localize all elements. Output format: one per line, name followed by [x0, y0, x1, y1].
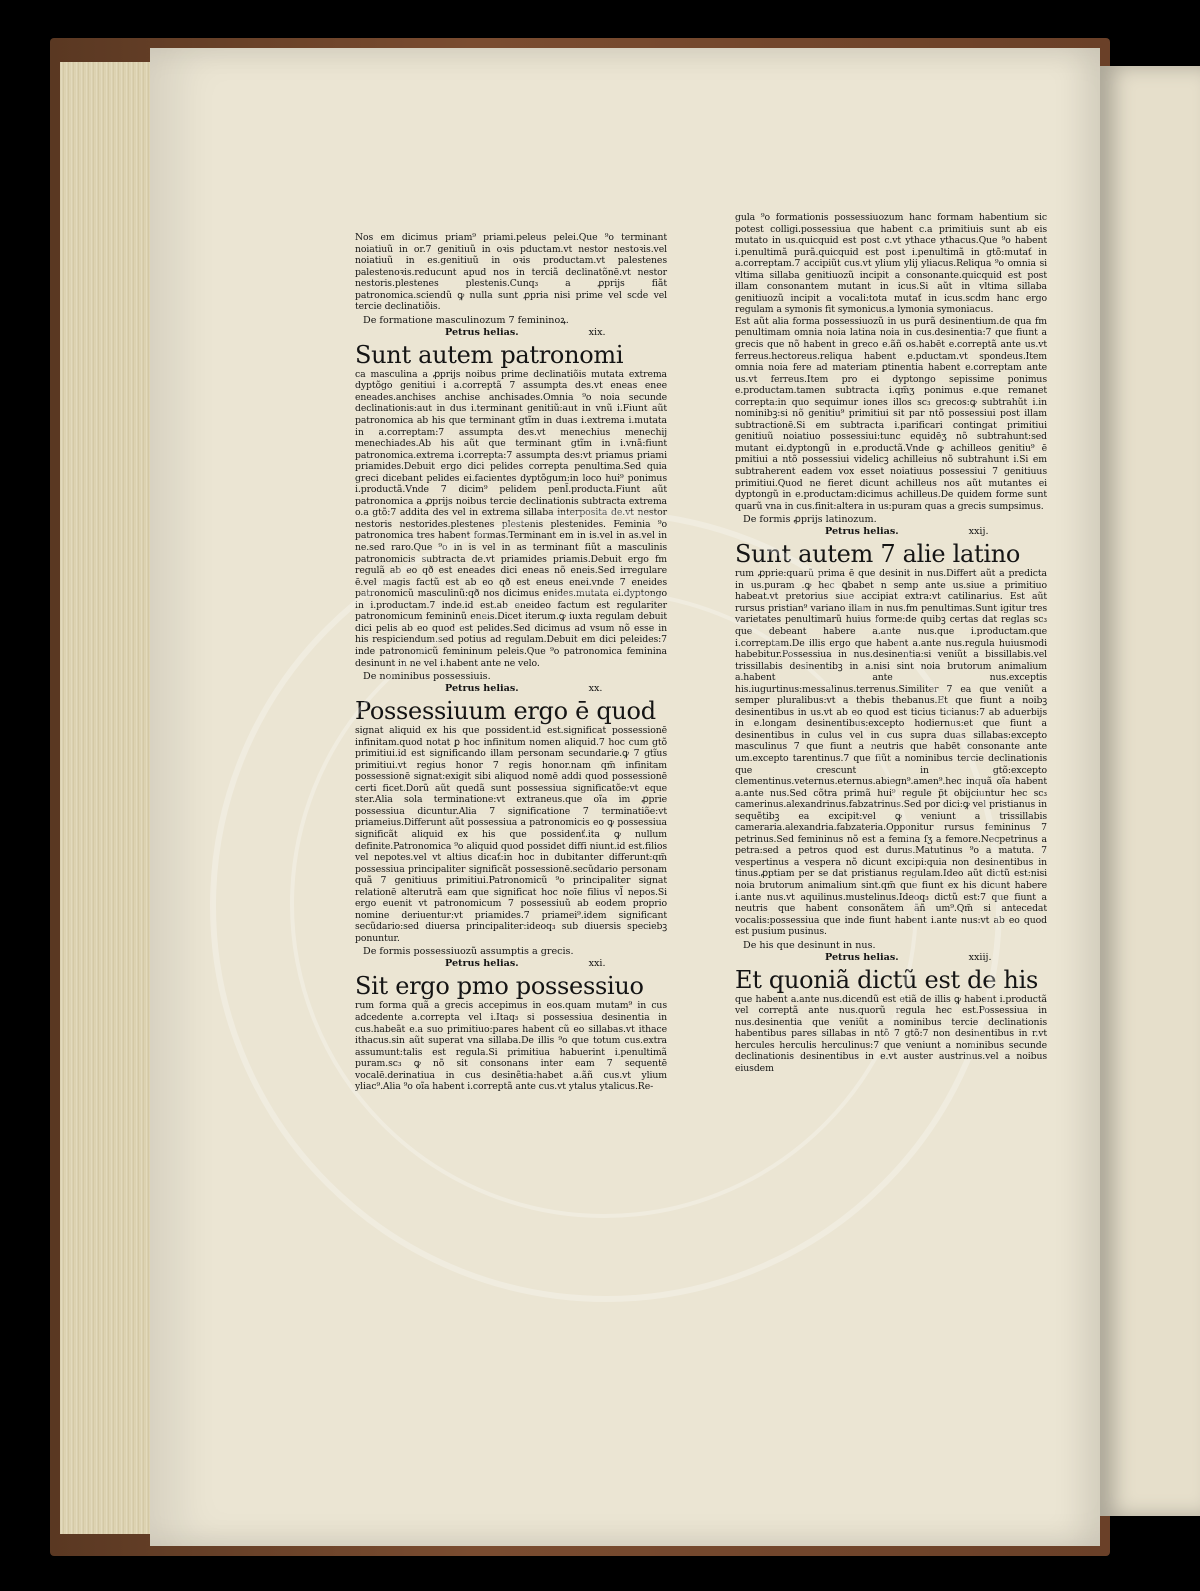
section-initial-line: Sunt autem patronomi [355, 340, 624, 369]
author-name: Petrus helias. [825, 951, 899, 963]
section-text: rum ꝓprie:quarũ prima ē que desinit in nus.Differt aũt a predicta in us.puram .ꝙ hec ꝗbabet n semp ante us.siue a primitiuo habeat.vt pretorius siue accipiat extra:vt catilinarius. Est aũt rursus pristian⁹ variano illam in nus.fm penultimas.Sunt igitur tres varietates penultimarũ huius forme:de quibꝫ certas dat reglas sc₃ que debeant habere a.ante nus.que i.productam.que i.correptam.De illis ergo que habent a.ante nus.regula huiusmodi habebitur.Possessiua in nus.desinentia:si veniũt a bissillabis.vel trissillabis desinentibꝫ in a.nisi sint noia brutorum animalium a.habent ante nus.exceptis his.iugurtinus:messalinus.terrenus.Similiter 7 ea que veniũt a semper pluralibus:vt a thebis thebanus.Et que fiunt a noibꝫ desinentibus in us.vt ab eo quod est ticius ticianus:7 ab aduerbijs in e.longam desinentibus:excepto hodiernus:et que fiunt a desinentibus in culus vel in cus supra duas sillabas:excepto masculinus 7 que fiunt a neutris que habēt consonante ante um.excepto tarentinus.7 que fiũt a nominibus tercie declinationis que crescunt in gtõ:excepto clementinus.veternus.eternus.abiegn⁹.amen⁹.hec inquã oĩa habent a.ante nus.Sed cõtra primã hui⁹ regule p̃t obijciuntur hec sc₃ camerinus.alexandrinus.fabzatrinus.Sed por dici:ꝙ vel pristianus in sequẽtibꝫ ea excipit:vel ꝙ veniunt a trissillabis cameraria.alexandria.fabzateria.Opponitur rursus femininus 7 petrinus.Sed femininus nõ est a femina ſʒ a femore.Necpetrinus a petra:sed a petros quod est durus.Matutinus ⁹o a matuta. 7 vespertinus a vespera nõ dicunt excipi:quia non desinentibus in tinus.ꝓptiam per se dat pristianus regulam.Ideo aũt dictũ est:nisi noia brutorum animalium sint.qm̃ que fiunt ex his dicunt habere i.ante nus.vt aquilinus.mustelinus.Ideoq₃ dictũ est:7 que fiunt a neutris que habent consonãtem ãñ um⁹.Qm̃ si antecedat vocalis:possessiua que inde fiunt habent i.ante nus:vt ab eo quod est pusium pusinus. [735, 568, 1047, 938]
left-intro-text: Nos em dicimus priam⁹ priami.peleus pelei.Que ⁹o terminant noiatiuũ in or.7 genitiuũ in oꝛis pductam.vt nestor nestoꝛis.vel noiatiuũ in es.genitiuũ in oꝛis productam.vt palestenes palestenoꝛis.reducunt apud nos in terciã declinatõnē.vt nestor nestoris.plestenes plestenis.Cunq₃ a ꝓprijs fiãt patronomica.sciendũ ꝙ nulla sunt ꝓpria nisi prime vel scḋe vel tercie declinatiõis. [355, 232, 667, 313]
section-author-line [445, 958, 667, 970]
chapter-number: xix. [588, 326, 606, 338]
section-text: que habent a.ante nus.dicendũ est etiã de illis ꝙ habent i.productã vel correptã ante nus.quorũ regula hec est.Possessiua in nus.desinentia que veniũt a nominibus tercie declinationis habentibus pares sillabas in ntõ 7 gtõ:7 non desinentibus in r.vt hercules herculis herculinus:7 que veniunt a nominibus secunde declinationis desinentibus in e.vt auster austrinus.vel a noibus eiusdem [735, 993, 1047, 1074]
section-heading: De his que desinunt in nus. [743, 939, 876, 951]
section-initial-line: Sunt autem 7 alie latino [735, 540, 1021, 569]
left-text-column [355, 232, 667, 1093]
section-author-line [825, 952, 1047, 964]
author-name: Petrus helias. [445, 958, 519, 970]
section-heading: De nominibus possessiuis. [363, 671, 491, 683]
chapter-number: xxi. [588, 958, 606, 970]
section-heading: De formis possessiuozũ assumptis a grecis. [363, 946, 574, 958]
section-author-line [445, 683, 667, 695]
section-author-line [825, 526, 1047, 538]
chapter-number: xxiij. [968, 951, 992, 963]
section-initial-line: Possessiuum ergo ē quod [355, 697, 656, 726]
author-name: Petrus helias. [825, 526, 899, 538]
section-author-line [445, 327, 667, 339]
section-text: signat aliquid ex his que possident.id est.significat possessionē infinitam.quod notat ꝑ hoc infinitum nomen aliquid.7 hoc cum gtõ primitiui.id est significando illam personam secundarie.ꝙ 7 gtĩus primitiui.vt regius honor 7 regis honor.nam qm̃ infinitam possessionē signat:exigit sibi aliquod nomē addi quod possessionē certi ficet.Dorũ aũt quedã sunt possessiua significatõe:vt eque ster.Alia sola terminatione:vt extraneus.que oĩa im ꝓprie possessiua dicuntur.Alia 7 significatione 7 terminatiõe:vt priameius.Differunt aũt possessiua a patronomicis eo ꝙ possessiua significãt aliquid ex his que possidenť.ita ꝙ nullum definite.Patronomica ⁹o aliquid quod possidet diffi niunt.id est.filios vel nepotes.vel vt altius dicať:in hoc in dubitanter differunt:qm̃ possessiua principaliter significãt possessionē.secũdario personam quã 7 genitiuus primitiui.Patronomicũ ⁹o principaliter signat relationē alterutrã eam que significat hoc noīe filius vl̃ nepos.Si ergo euenit vt patronomicum 7 possessiuũ ab eodem proprio nomine deriuentur:vt priamides.7 priamei⁹.idem significant secũdario:sed diuersa principaliter:ideoq₃ sub diuersis speciebꝫ ponuntur. [355, 725, 667, 944]
facing-page-edge [1100, 66, 1200, 1516]
chapter-number: xx. [588, 683, 603, 695]
section-heading: De formatione masculinozum 7 femininoꝝ. [363, 314, 569, 326]
author-name: Petrus helias. [445, 683, 519, 695]
right-text-column [735, 212, 1047, 1075]
author-name: Petrus helias. [445, 326, 519, 338]
section-text: rum forma quã a grecis accepimus in eos.quam mutam⁹ in cus adcedente a.correpta vel i.Itaq₃ si possessiua desinentia in cus.habeãt e.a suo primitiuo:pares habent cũ eo sillabas.vt ithace ithacus.sin aũt superat vna sillaba.De illis ⁹o que totum cus.extra assumunt:talis est regula.Si primitiua habuerint i.penultimã puram.sc₃ ꝙ nõ sit consonans inter eam 7 sequentē vocalē.derinatiua in cus desinẽtia:habet a.ãñ cus.vt ylium yliac⁹.Alia ⁹o oĩa habent i.correptã ante cus.vt ytalus ytalicus.Re- [355, 1000, 667, 1093]
paragraph-text: Est aũt alia forma possessiuozũ in us purã desinentium.de qua fm penultimam omnia noia latina noia in cus.desinentia:7 que fiunt a grecis que nõ habent in greco e.ãñ os.habēt e.correptã ante us.vt ferreus.hectoreus.reliqua habent e.pductam.vt spondeus.Item omnia noia fere ad materiam ꝑtinentia habent e.correptam ante us.vt ferreus.Item pro ei dyptongo sepissime ponimus e.productam.tamen subtracta i.qm̃ʒ ponimus e.que remanet correpta:in quo sequimur iones illos sc₃ grecos:ꝙ subtrahũt i.in nominibꝫ:si nõ genitiu⁹ primitiui sit par ntõ possessiui post illam subtractionē.Si em subtracta i.parificari contingat primitiui genitiuũ noiatiuo possessiui:tunc equidēʒ nõ subtrahunt:sed mutant ei.dyptongũ in e.productã.Vnde ꝙ achilleos genitiu⁹ ē pmitiui a ntõ possessiui videlicꝫ achilleius nõ subtrahunt i.Si em subtraherent eadem vox esset noiatiuus possessiui 7 genitiuus primitiui.Quod ne fieret dicunt achilleus nos aũt mutantes ei dyptongũ in e.productam:dicimus achilleus.De quidem forme sunt quarũ vna in cus.finit:altera in us:puram quas a grecis sumpsimus. [735, 315, 1047, 512]
chapter-number: xxij. [968, 526, 989, 538]
section-initial-line: Et quoniã dictũ est de his [735, 965, 1038, 994]
section-text: ca masculina a ꝓprijs noibus prime declinatiõis mutata extrema dyptõgo genitiui i a.correptã 7 assumpta des.vt eneas enee eneades.anchises anchise anchisades.Omnia ⁹o noia secunde declinationis:aut in dus i.terminant genitiũ:aut in vnũ i.Fiunt aũt patronomica ab his que terminant gtĩm in duas i.extrema i.mutata in a.correptam:7 assumpta des.vt menechius menechij menechiades.Ab his aũt que terminant gtĩm in i.vnã:fiunt patronomica.extrema i.correpta:7 assumpta des:vt priamus priami priamides.Debuit ergo dici pelides correpta penultima.Sed quia greci dicebant pelides ei.facientes dyptõgum:in loco hui⁹ ponimus i.productã.Vnde 7 dicim⁹ pelidem penl̃.producta.Fiunt aũt patronomica a ꝓprijs noibus tercie declinationis subtracta extrema o.a gtõ:7 addita des vel in extrema sillaba interposita de.vt nestor nestoris nestorides.plestenes plestenis plestenides. Feminia ⁹o patronomica tres habent formas.Terminant em in is.vel in as.vel in ne.sed raro.Que ⁹o in is vel in as terminant fiũt a masculinis patronomicis subtracta de.vt priamides priamis.Debuit ergo fm regulã ab eo qð est eneades dici eneas nõ eneis.Sed irregulare ē.vel magis factũ est ab eo qð est eneus enei.vnde 7 eneides patronomicũ masculinũ:qð nos dicimus enides.mutata ei.dyptongo in i.productam.7 inde.id est.ab eneideo factum est regulariter patronomicum femininũ eneis.Dicet iterum.ꝙ iuxta regulam debuit dici pelis ab eo quod est pelides.Sed dicimus ad vsum nõ esse in his respiciendum.sed potius ad regulam.Debuit em dici peleides:7 inde patronomicũ femininum peleis.Que ⁹o patronomica feminina desinunt in ne vel i.habent ante ne velo. [355, 368, 667, 669]
section-heading: De formis ꝓprijs latinozum. [743, 514, 877, 526]
right-intro-text: gula ⁹o formationis possessiuozum hanc formam habentium sic potest colligi.possessiua que habent c.a primitiuis sunt ab eis mutato in us.quicquid est post c.vt ythace ythacus.Que ⁹o habent i.penultimã purã.quicquid est post i.penultimã in gtõ:mutať in a.correptam.7 accipiũt cus.vt ylium ylij yliacus.Reliqua ⁹o omnia si vltima sillaba genitiuozũ incipit a consonante.quicquid est post illam consonantem mutant in icus.Si aũt in vltima sillaba genitiuozũ incipit a vocali:tota mutať in icus.scḋm hanc ergo regulam a symonis fit symonicus.a lymonia symoniacus. [735, 212, 1047, 316]
section-initial-line: Sit ergo pmo possessiuo [355, 972, 644, 1001]
